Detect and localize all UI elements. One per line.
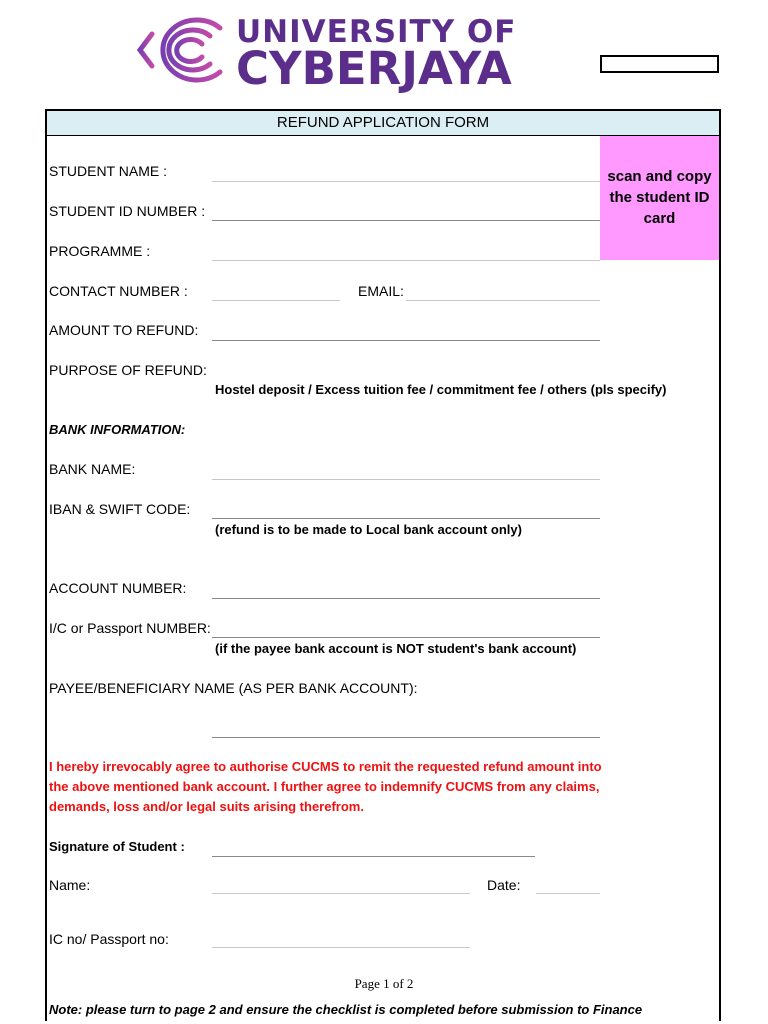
name-label: Name: <box>49 877 91 893</box>
signature-label: Signature of Student : <box>49 839 185 854</box>
email-field[interactable] <box>406 300 600 301</box>
footer-note: Note: please turn to page 2 and ensure the checklist is completed before submission to Finance <box>49 1002 643 1017</box>
student-name-label: STUDENT NAME : <box>49 163 167 179</box>
page-number: Page 1 of 2 <box>354 976 414 991</box>
iban-note: (refund is to be made to Local bank account only) <box>215 522 522 537</box>
iban-label: IBAN & SWIFT CODE: <box>49 501 191 517</box>
name-field[interactable] <box>212 893 470 894</box>
passport-note: (if the payee bank account is NOT student's bank account) <box>215 641 577 656</box>
signature-field[interactable] <box>212 856 535 857</box>
date-field[interactable] <box>536 893 600 894</box>
logo-text-line2: CYBERJAYA <box>236 42 512 95</box>
ic-passport-field[interactable] <box>212 947 470 948</box>
programme-field[interactable] <box>212 260 600 261</box>
reference-box <box>600 55 719 73</box>
iban-field[interactable] <box>212 518 600 519</box>
bank-name-label: BANK NAME: <box>49 461 136 477</box>
logo-emblem-icon <box>132 14 232 86</box>
payee-name-label: PAYEE/BENEFICIARY NAME (AS PER BANK ACCOUNT): <box>49 680 418 696</box>
payee-name-field[interactable] <box>212 737 600 738</box>
declaration-line-2: the above mentioned bank account. I further agree to indemnify CUCMS from any claims, <box>49 779 600 794</box>
purpose-options: Hostel deposit / Excess tuition fee / commitment fee / others (pls specify) <box>215 382 667 397</box>
contact-number-field[interactable] <box>212 300 340 301</box>
form-title: REFUND APPLICATION FORM <box>47 111 719 136</box>
student-id-photo-box: scan and copy the student ID card <box>600 136 719 260</box>
account-number-field[interactable] <box>212 598 600 599</box>
ic-passport-label: IC no/ Passport no: <box>49 931 169 947</box>
account-number-label: ACCOUNT NUMBER: <box>49 580 187 596</box>
programme-label: PROGRAMME : <box>49 243 151 259</box>
passport-number-field[interactable] <box>212 637 600 638</box>
amount-label: AMOUNT TO REFUND: <box>49 322 199 338</box>
bank-name-field[interactable] <box>212 479 600 480</box>
amount-field[interactable] <box>212 340 600 341</box>
student-name-field[interactable] <box>212 181 600 182</box>
student-id-field[interactable] <box>212 220 600 221</box>
logo-text-line1: UNIVERSITY OF <box>236 14 517 50</box>
university-logo <box>132 12 562 95</box>
student-id-label: STUDENT ID NUMBER : <box>49 203 206 219</box>
declaration-line-3: demands, loss and/or legal suits arising therefrom. <box>49 799 364 814</box>
declaration-line-1: I hereby irrevocably agree to authorise CUCMS to remit the requested refund amount into <box>49 759 602 774</box>
purpose-label: PURPOSE OF REFUND: <box>49 362 207 378</box>
date-label: Date: <box>487 877 521 893</box>
email-label: EMAIL: <box>358 283 404 299</box>
passport-number-label: I/C or Passport NUMBER: <box>49 620 211 636</box>
bank-section-heading: BANK INFORMATION: <box>49 422 186 437</box>
declaration-text <box>49 757 602 817</box>
contact-number-label: CONTACT NUMBER : <box>49 283 188 299</box>
